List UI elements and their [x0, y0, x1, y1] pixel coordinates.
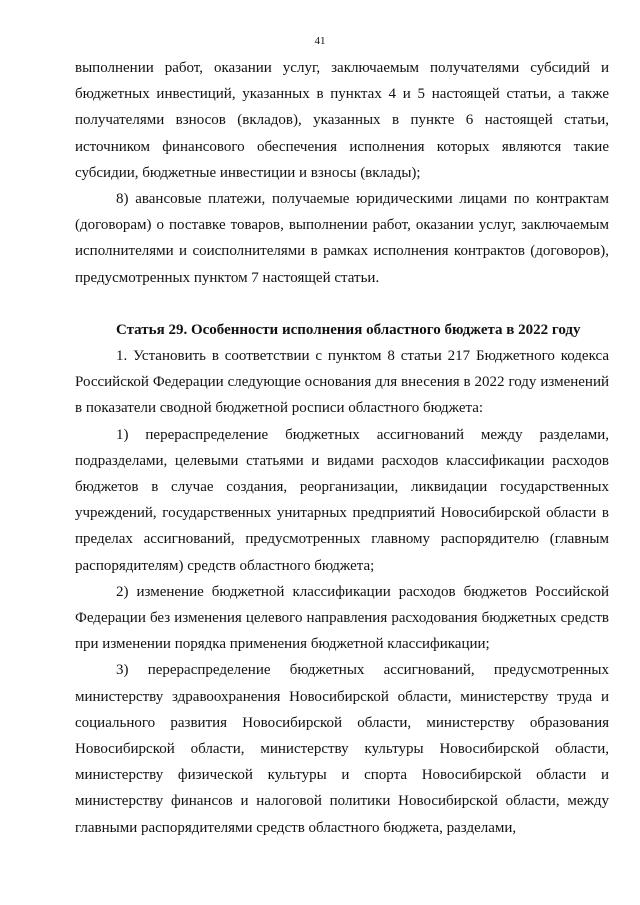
paragraph-subitem-1: 1) перераспределение бюджетных ассигнований между разделами, подразделами, целевыми статьями и видами расходов классификации расходов бюджетов в случае создания, реорганизации, ликвидации государственных учреждений, государственных унитарных предприятий Новосибирской области в пределах ассигнований, предусмотренных главному распорядителю (главным распорядителям) средств областного бюджета;	[75, 426, 609, 574]
paragraph-continuation: выполнении работ, оказании услуг, заключаемым получателями субсидий и бюджетных инвестиций, указанных в пунктах 4 и 5 настоящей статьи, а также получателями взносов (вкладов), указанных в пункте 6 настоящей статьи, источником финансового обеспечения исполнения которых являются такие субсидии, бюджетные инвестиции и взносы (вклады);	[75, 60, 609, 181]
article-heading: Статья 29. Особенности исполнения областного бюджета в 2022 году	[116, 321, 581, 338]
document-body	[75, 55, 609, 841]
paragraph-item-8: 8) авансовые платежи, получаемые юридическими лицами по контрактам (договорам) о поставке товаров, выполнении работ, оказании услуг, заключаемым исполнителями и соисполнителями в рамках исполнения контрактов (договоров), предусмотренных пунктом 7 настоящей статьи.	[75, 191, 609, 286]
paragraph-clause-1: 1. Установить в соответствии с пунктом 8 статьи 217 Бюджетного кодекса Российской Федерации следующие основания для внесения в 2022 году изменений в показатели сводной бюджетной росписи областного бюджета:	[75, 348, 609, 417]
page-number: 41	[314, 35, 326, 47]
paragraph-subitem-2: 2) изменение бюджетной классификации расходов бюджетов Российской Федерации без изменения целевого направления расходования бюджетных средств при изменении порядка применения бюджетной классификации;	[75, 583, 609, 653]
paragraph-subitem-3: 3) перераспределение бюджетных ассигнований, предусмотренных министерству здравоохранения Новосибирской области, министерству труда и социального развития Новосибирской области, министерству образования Новосибирской области, министерству культуры Новосибирской области, министерству физической культуры и спорта Новосибирской области и министерству финансов и налоговой политики Новосибирской области, между главными распорядителями средств областного бюджета, разделами,	[75, 662, 609, 836]
